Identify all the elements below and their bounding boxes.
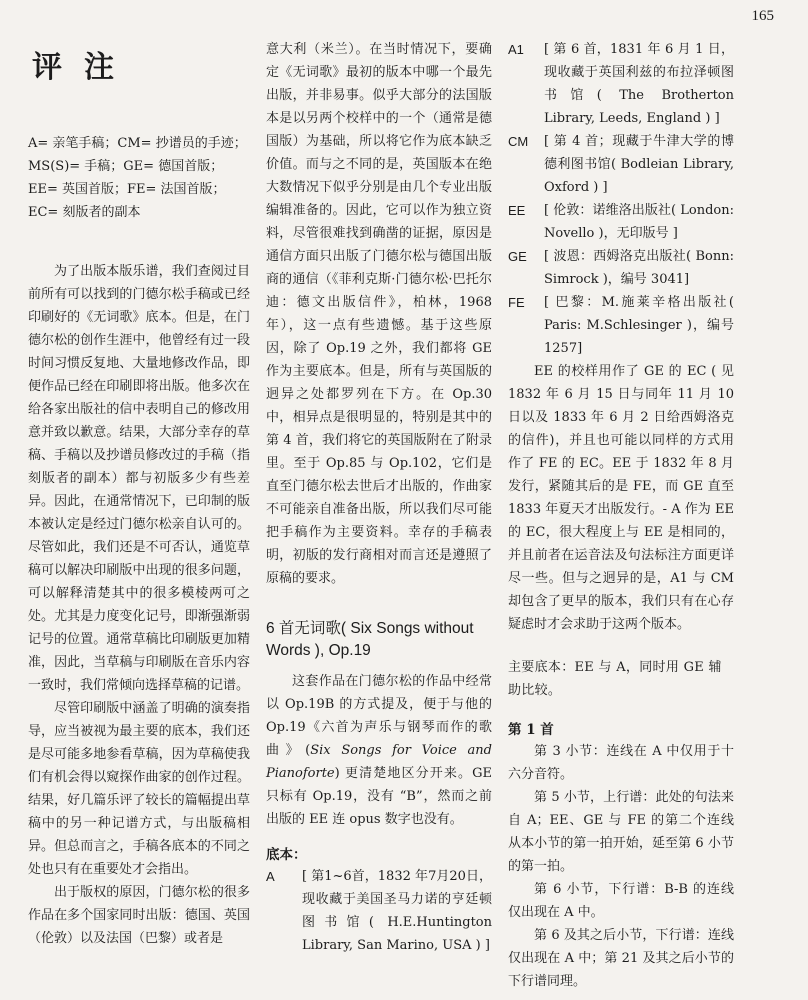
sources-heading: 底本：	[266, 847, 307, 863]
op19-text-a: 这套作品在门德尔松的作品中经常以 Op.19B 的方式提及，便于与他的 Op.19《六首为声乐与钢琴而作的歌曲》(	[266, 674, 492, 758]
intro-paragraph-continued: 意大利（米兰）。在当时情况下，要确定《无词歌》最初的版本中哪一个最先出版，并非易事。似乎大部分的法国版本是以另两个校样中的一个（通常是德国版）为基础，所以将它作为底本缺乏价值。而与之不同的是，英国版本在绝大数情况下似乎分别是由几个专业出版编辑准备的。因此，它可以作为独立资料，尽管很难找到确凿的证据，原因是通信方面只出版了门德尔松与德国出版商的通信（《菲利克斯·门德尔松·巴托尔迪：德文出版信件》，柏林，1968 年），这一点有些遗憾。基于这些原因，除了 Op.19 之外，我们都将 GE 作为主要底本。但是，所有与英国版的迥异之处都罗列在下方。在 Op.30 中，相异点是很明显的，特别是其中的第 4 首，我们将它的英国版附在了附录里。至于 Op.85 与 Op.102，它们是直至门德尔松去世后才出版的，作曲家不可能亲自准备出版，所以我们尽可能把手稿作为主要资料。幸存的手稿表明，初版的发行商相对而言还是遵照了原稿的要求。	[266, 42, 492, 586]
source-text: [ 巴黎：M.施莱辛格出版社( Paris: M.Schlesinger )，编号 1257]	[544, 295, 734, 356]
column-left	[28, 38, 250, 950]
abbreviation-legend: A= 亲笔手稿；CM= 抄谱员的手迹；MS(S)= 手稿；GE= 德国首版；EE= 英国首版；FE= 法国首版；EC= 刻版者的副本	[28, 136, 247, 220]
page-number: 165	[751, 8, 774, 24]
source-text: [ 第1~6首，1832 年7月20日，现收藏于美国圣马力诺的亨廷顿图书馆( H.E.Huntington Library, San Marino, USA ) ]	[302, 869, 492, 953]
source-text: [ 第 4 首；现藏于牛津大学的博德利图书馆( Bodleian Library, Oxford ) ]	[544, 134, 734, 195]
intro-paragraph-3: 出于版权的原因，门德尔松的很多作品在多个国家同时出版：德国、英国（伦敦）以及法国（巴黎）或者是	[28, 885, 250, 946]
note-item: 第 6 小节，下行谱：B-B 的连线仅出现在 A 中。	[508, 882, 734, 920]
note-item: 第 6 及其之后小节，下行谱：连线仅出现在 A 中；第 21 及其之后小节的下行谱同理。	[508, 928, 734, 989]
column-middle	[266, 38, 492, 957]
source-label: GE	[508, 249, 527, 264]
source-item-fe	[508, 291, 734, 360]
op19-italic-title: Six Songs for Voice and Pianoforte	[266, 743, 492, 781]
source-text: [ 波恩：西姆洛克出版社( Bonn: Simrock )，编号 3041]	[544, 249, 734, 287]
main-sources: 主要底本：EE 与 A，同时用 GE 辅助比较。	[508, 660, 722, 698]
note-item: 第 5 小节，上行谱：此处的句法来自 A；EE、GE 与 FE 的第二个连线从本小节的第一拍开始，延至第 6 小节的第一拍。	[508, 790, 734, 874]
op19-paragraph	[266, 670, 492, 831]
column-right	[508, 38, 734, 993]
source-item-cm	[508, 130, 734, 199]
no1-heading: 第 1 首	[508, 722, 554, 738]
source-label: A1	[508, 42, 524, 57]
source-item-ge	[508, 245, 734, 291]
section-title-op19: 6 首无词歌( Six Songs without Words ), Op.19	[266, 620, 474, 659]
source-label: FE	[508, 295, 525, 310]
ec-paragraph: EE 的校样用作了 GE 的 EC ( 见 1832 年 6 月 15 日与同年 11 月 10 日以及 1833 年 6 月 2 日给西姆洛克的信件)，并且也可能以同样的方式用作了 FE 的 EC。EE 于 1832 年 8 月发行，紧随其后的是 FE，而 GE 直至 1833 年夏天才出版发行。- A 作为 EE 的 EC，很大程度上与 EE 是相同的，并且前者在运音法及句法标注方面更详尽一些。但与之迥异的是，A1 与 CM 却包含了更早的版本，我们只有在心存疑虑时才会求助于这两个版本。	[508, 364, 734, 632]
page-title: 评注	[32, 50, 136, 85]
source-text: [ 伦敦：诺维洛出版社( London: Novello )，无印版号 ]	[544, 203, 734, 241]
note-item: 第 3 小节：连线在 A 中仅用于十六分音符。	[508, 744, 734, 782]
source-label: A	[266, 869, 275, 884]
intro-paragraph-2: 尽管印刷版中涵盖了明确的演奏指导，应当被视为最主要的底本，我们还是尽可能多地参看草稿，因为草稿使我们有机会得以窥探作曲家的创作过程。结果，好几篇乐评了较长的篇幅提出草稿中的另一种记谱方式，与出版稿相异。但总而言之，手稿各底本的不同之处也只有在重要处才会指出。	[28, 701, 250, 877]
source-item-a	[266, 865, 492, 957]
source-item-a1	[508, 38, 734, 130]
intro-paragraph-1: 为了出版本版乐谱，我们查阅过目前所有可以找到的门德尔松手稿或已经印刷好的《无词歌》底本。但是，在门德尔松的创作生涯中，他曾经有过一段时间习惯反复地、大量地修改作品，即便作品已经在印刷即将出版。他多次在给各家出版社的信中表明自己的修改用意并致以歉意。结果，大部分幸存的草稿、手稿以及抄谱员修改过的手稿（指刻版者的副本）都与初版多少有些差异。因此，在通常情况下，已印制的版本被认定是经过门德尔松亲自认可的。尽管如此，我们还是不可否认，通览草稿可以解决印刷版中出现的很多问题，可以解释清楚其中的很多模棱两可之处。尤其是力度变化记号，即渐强渐弱记号的位置。通常草稿比印刷版更加精准，因此，当草稿与印刷版在音乐内容一致时，我们常倾向选择草稿的记谱。	[28, 264, 250, 693]
source-label: EE	[508, 203, 526, 218]
source-label: CM	[508, 134, 529, 149]
op19-text-b: ) 更清楚地区分开来。GE 只标有 Op.19，没有 “B”，然而之前出版的 EE 连 opus 数字也没有。	[266, 766, 492, 827]
source-text: [ 第 6 首，1831 年 6 月 1 日，现收藏于英国利兹的布拉泽顿图书馆( The Brotherton Library, Leeds, England ) ]	[544, 42, 734, 126]
source-item-ee	[508, 199, 734, 245]
